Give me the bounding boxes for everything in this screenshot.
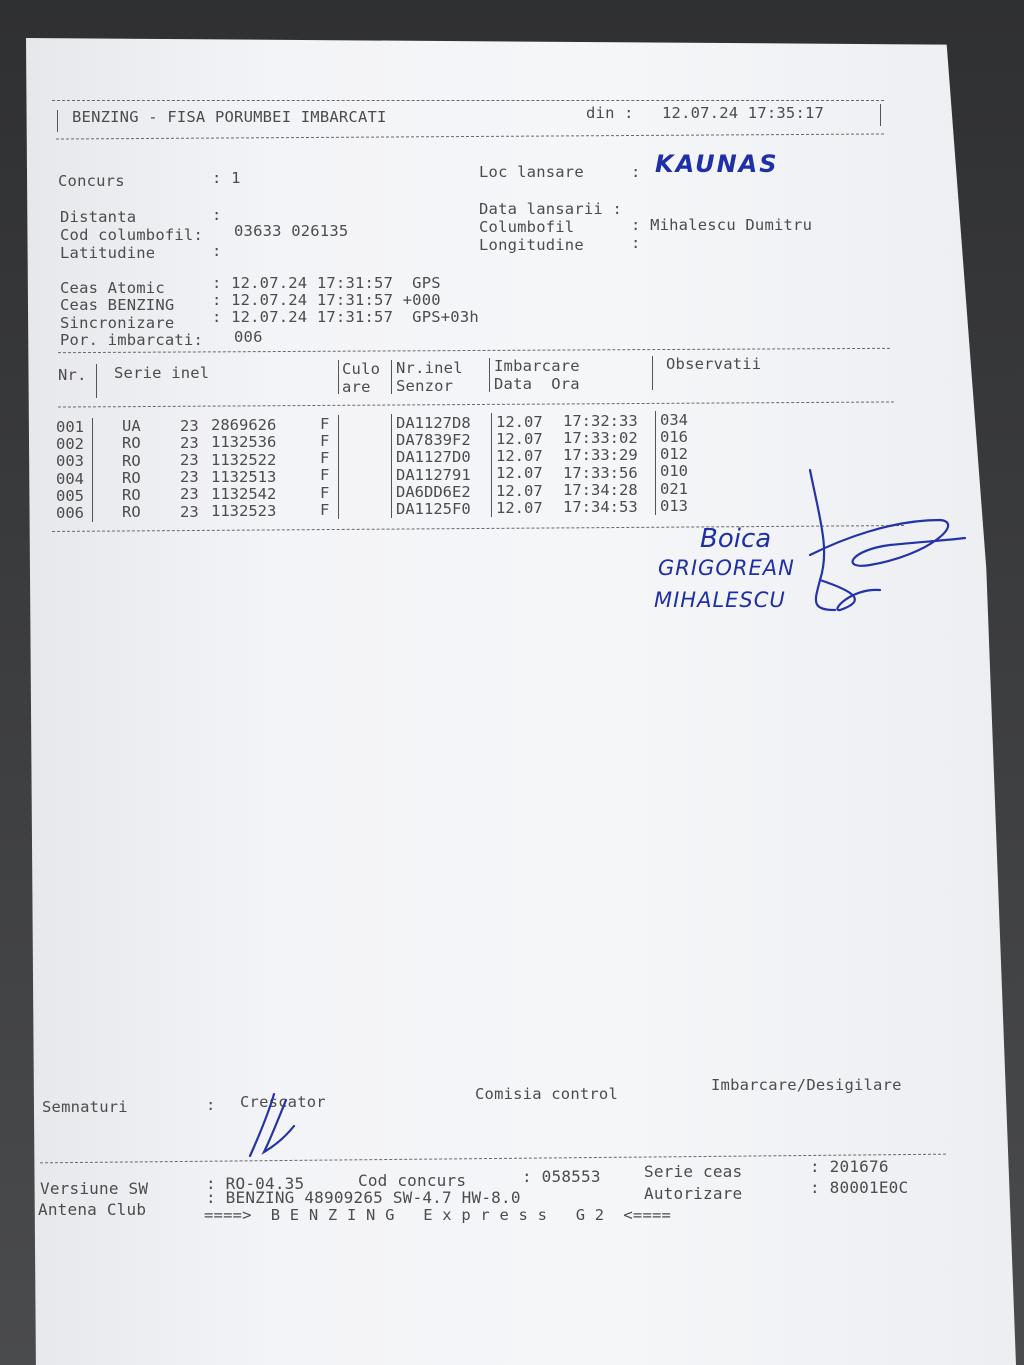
ceas-atomic-value: : 12.07.24 17:31:57 GPS — [212, 274, 441, 292]
semnaturi-label: Semnaturi — [42, 1098, 128, 1116]
cell-nr: 002 — [56, 435, 84, 454]
row-divider — [491, 482, 492, 500]
serie-ceas-value: : 201676 — [810, 1157, 889, 1176]
row-divider — [338, 466, 339, 484]
cell-ring-number: 1132513 — [211, 467, 277, 486]
crescator-signature-scribble — [246, 1090, 306, 1160]
header-left-bar — [57, 110, 58, 132]
cell-year: 23 — [180, 450, 199, 469]
cell-observatii: 016 — [660, 427, 688, 446]
row-divider — [391, 500, 392, 518]
row-divider — [391, 483, 392, 501]
cell-sensor: DA1125F0 — [396, 499, 471, 518]
loc-lansare-label: Loc lansare — [479, 163, 584, 181]
cell-year: 23 — [180, 485, 199, 504]
cell-sex: F — [320, 500, 330, 519]
loc-lansare-sep: : — [631, 163, 641, 181]
col-divider-5 — [652, 356, 653, 390]
cell-observatii: 013 — [660, 496, 688, 515]
concurs-value: : 1 — [212, 169, 241, 187]
cell-observatii: 010 — [660, 462, 688, 481]
cell-sex: F — [320, 483, 330, 502]
antena-club-value: : BENZING 48909265 SW-4.7 HW-8.0 — [206, 1188, 521, 1207]
col-divider-4 — [489, 358, 490, 392]
col-header-imbarcare-1: Imbarcare — [494, 357, 580, 375]
device-banner: ====> B E N Z I N G E x p r e s s G 2 <==== — [204, 1206, 672, 1224]
row-divider — [338, 432, 339, 450]
commission-signature-scribble — [780, 460, 970, 620]
imbarcare-desigilare-label: Imbarcare/Desigilare — [711, 1076, 902, 1094]
cell-country: UA — [122, 417, 141, 436]
row-divider — [391, 448, 392, 466]
row-divider — [92, 486, 93, 504]
row-divider — [491, 499, 492, 517]
cell-ring-number: 1132542 — [211, 484, 277, 503]
ceas-benzing-value: : 12.07.24 17:31:57 +000 — [212, 291, 441, 309]
cell-ring-number: 1132536 — [211, 433, 277, 452]
document-title: BENZING - FISA PORUMBEI IMBARCATI — [72, 108, 387, 126]
cell-sex: F — [320, 432, 330, 451]
col-header-nr: Nr. — [58, 366, 87, 384]
row-divider — [491, 413, 492, 431]
row-divider — [92, 435, 93, 453]
cell-sensor: DA1127D0 — [396, 448, 471, 467]
cell-year: 23 — [180, 502, 199, 521]
cell-date: 12.07 — [496, 447, 543, 466]
cell-time: 17:33:56 — [563, 463, 638, 482]
cell-date: 12.07 — [496, 429, 543, 448]
antena-club-label: Antena Club — [38, 1200, 147, 1219]
distanta-label: Distanta — [60, 208, 137, 226]
ceas-benzing-label: Ceas BENZING — [60, 296, 175, 314]
autorizare-label: Autorizare — [644, 1184, 743, 1203]
row-divider — [338, 449, 339, 467]
serie-ceas-label: Serie ceas — [644, 1162, 743, 1181]
loc-lansare-handwritten: KAUNAS — [655, 150, 779, 178]
row-divider — [391, 466, 392, 484]
longitudine-value: : — [631, 234, 641, 252]
crescator-label: Crescator — [240, 1093, 326, 1111]
cell-nr: 001 — [56, 418, 84, 436]
concurs-label: Concurs — [58, 172, 125, 190]
semnaturi-sep: : — [206, 1096, 216, 1114]
row-divider — [491, 447, 492, 465]
col-divider-2 — [338, 360, 339, 394]
handwritten-name-2: GRIGOREAN — [658, 556, 795, 580]
cell-sex: F — [320, 466, 330, 485]
cell-nr: 003 — [56, 452, 84, 471]
cell-country: RO — [122, 468, 141, 487]
row-divider — [491, 464, 492, 482]
cell-nr: 004 — [56, 469, 84, 488]
cell-time: 17:34:53 — [563, 497, 638, 516]
autorizare-value: : 80001E0C — [810, 1178, 909, 1197]
row-divider — [655, 411, 656, 429]
cell-observatii: 012 — [660, 445, 688, 464]
cell-time: 17:32:33 — [563, 411, 638, 430]
col-header-observatii: Observatii — [666, 355, 762, 373]
cell-sensor: DA6DD6E2 — [396, 482, 471, 501]
porumbei-imbarcati-value: 006 — [234, 328, 263, 346]
cell-ring-number: 1132522 — [211, 450, 277, 469]
row-divider — [92, 418, 93, 436]
row-divider — [391, 431, 392, 449]
sincronizare-value: : 12.07.24 17:31:57 GPS+03h — [212, 308, 479, 326]
distanta-value: : — [212, 206, 222, 224]
cod-concurs-value: : 058553 — [522, 1167, 601, 1186]
col-header-senzor-2: Senzor — [396, 377, 454, 395]
cell-ring-number: 2869626 — [211, 416, 277, 435]
header-date-value: 12.07.24 17:35:17 — [662, 104, 825, 122]
header-date-label: din : — [586, 104, 634, 122]
col-header-senzor-1: Nr.inel — [396, 359, 463, 377]
row-divider — [655, 428, 656, 446]
row-divider — [92, 469, 93, 487]
row-divider — [338, 483, 339, 501]
cell-sensor: DA7839F2 — [396, 431, 471, 450]
col-header-culoare-2: are — [342, 378, 371, 396]
cell-date: 12.07 — [496, 481, 543, 500]
col-header-culoare-1: Culo — [342, 360, 381, 378]
sincronizare-label: Sincronizare — [60, 314, 175, 332]
cell-country: RO — [122, 434, 141, 453]
cell-observatii: 021 — [660, 479, 688, 498]
cell-country: RO — [122, 503, 141, 522]
cell-ring-number: 1132523 — [211, 502, 277, 521]
cell-sensor: DA112791 — [396, 465, 471, 484]
data-lansarii-label: Data lansarii : — [479, 200, 622, 218]
latitudine-label: Latitudine — [60, 244, 156, 262]
row-divider — [655, 462, 656, 480]
cell-country: RO — [122, 486, 141, 504]
cell-time: 17:33:02 — [563, 429, 638, 448]
col-divider-1 — [96, 364, 97, 398]
columbofil-value: : Mihalescu Dumitru — [631, 216, 813, 234]
cell-date: 12.07 — [496, 464, 543, 483]
porumbei-imbarcati-label: Por. imbarcati: — [60, 331, 203, 349]
header-top-rule — [52, 100, 884, 101]
versiune-sw-label: Versiune SW — [40, 1179, 149, 1198]
cell-year: 23 — [180, 416, 199, 435]
cell-time: 17:34:28 — [563, 480, 638, 499]
cod-columbofil-label: Cod columbofil: — [60, 226, 203, 244]
latitudine-value: : — [212, 242, 222, 260]
row-divider — [491, 430, 492, 448]
handwritten-name-3: MIHALESCU — [654, 588, 786, 612]
cell-year: 23 — [180, 468, 199, 487]
cell-date: 12.07 — [496, 498, 543, 517]
cell-sex: F — [320, 414, 330, 433]
cell-sensor: DA1127D8 — [396, 413, 471, 432]
row-divider — [655, 445, 656, 463]
header-right-bar — [880, 104, 881, 126]
handwritten-name-1: Boica — [700, 524, 772, 554]
cell-sex: F — [320, 449, 330, 468]
cell-year: 23 — [180, 433, 199, 452]
cod-columbofil-value: 03633 026135 — [234, 222, 349, 240]
versiune-sw-value: : RO-04.35 — [206, 1174, 305, 1193]
row-divider — [92, 452, 93, 470]
row-divider — [338, 415, 339, 433]
row-divider — [391, 414, 392, 432]
comisia-control-label: Comisia control — [475, 1085, 618, 1103]
longitudine-label: Longitudine — [479, 236, 584, 254]
row-divider — [655, 497, 656, 515]
columbofil-label: Columbofil — [479, 218, 575, 236]
cell-nr: 005 — [56, 486, 84, 505]
cell-date: 12.07 — [496, 412, 543, 431]
row-divider — [92, 504, 93, 522]
row-divider — [338, 501, 339, 519]
col-divider-3 — [391, 360, 392, 394]
cod-concurs-label: Cod concurs — [358, 1171, 467, 1190]
col-header-serie: Serie inel — [114, 364, 210, 382]
cell-observatii: 034 — [660, 410, 688, 429]
cell-nr: 006 — [56, 504, 84, 522]
col-header-imbarcare-2: Data Ora — [494, 375, 580, 393]
row-divider — [655, 480, 656, 498]
cell-time: 17:33:29 — [563, 446, 638, 465]
cell-country: RO — [122, 451, 141, 470]
ceas-atomic-label: Ceas Atomic — [60, 279, 165, 297]
